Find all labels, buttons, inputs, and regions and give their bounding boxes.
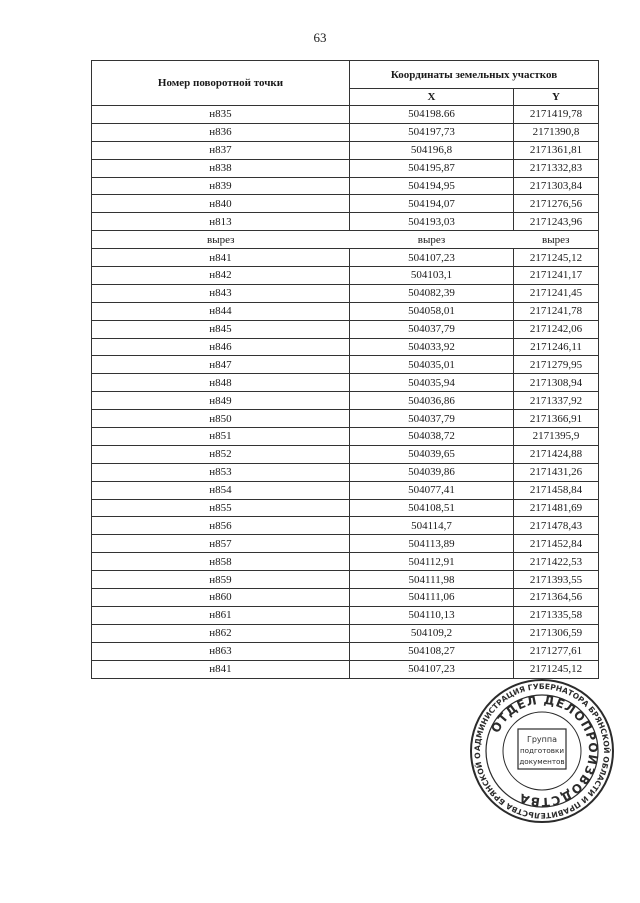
cell-point-number: н855 (92, 499, 350, 517)
cell-x: 504035,94 (350, 374, 514, 392)
cell-point-number: н841 (92, 660, 350, 678)
cell-y: 2171279,95 (514, 356, 599, 374)
cell-point-number: н846 (92, 338, 350, 356)
cell-point-number: н841 (92, 249, 350, 267)
cell-point-number: н842 (92, 267, 350, 285)
cell-point-number: н840 (92, 195, 350, 213)
page-number: 63 (313, 30, 327, 45)
cell-x: 504112,91 (350, 553, 514, 571)
header-x: X (350, 89, 514, 106)
cell-y: 2171243,96 (514, 213, 599, 231)
cell-point-number: н859 (92, 571, 350, 589)
cell-y: 2171395,9 (514, 428, 599, 446)
cell-y: 2171241,17 (514, 267, 599, 285)
cell-y: 2171361,81 (514, 141, 599, 159)
table-row (92, 428, 599, 446)
cell-y: 2171390,8 (514, 123, 599, 141)
cell-y: 2171306,59 (514, 624, 599, 642)
cell-y: 2171303,84 (514, 177, 599, 195)
cell-y: 2171308,94 (514, 374, 599, 392)
cell-x: 504036,86 (350, 392, 514, 410)
cell-x: 504077,41 (350, 481, 514, 499)
cell-x: 504058,01 (350, 302, 514, 320)
cell-point-number: н835 (92, 106, 350, 124)
coordinates-table (91, 60, 599, 679)
cell-point-number: н853 (92, 463, 350, 481)
table-row (92, 535, 599, 553)
table-row (92, 159, 599, 177)
cell-y: 2171241,78 (514, 302, 599, 320)
cell-y: 2171424,88 (514, 445, 599, 463)
cell-point-number: н813 (92, 213, 350, 231)
cell-point-number: н836 (92, 123, 350, 141)
cell-point-number: н849 (92, 392, 350, 410)
cell-y: 2171478,43 (514, 517, 599, 535)
table-row (92, 267, 599, 285)
cell-point-number: н854 (92, 481, 350, 499)
svg-text:ОТДЕЛ ДЕЛОПРОИЗВОДСТВА: ОТДЕЛ ДЕЛОПРОИЗВОДСТВА (488, 692, 601, 810)
cell-x: 504198.66 (350, 106, 514, 124)
table-row (92, 320, 599, 338)
cell-y: 2171246,11 (514, 338, 599, 356)
cell-point-number: н861 (92, 606, 350, 624)
svg-text:документов: документов (519, 757, 565, 766)
table-row (92, 141, 599, 159)
cell-x: 504107,23 (350, 660, 514, 678)
cell-x: 504108,51 (350, 499, 514, 517)
cell-y: 2171245,12 (514, 249, 599, 267)
table-row (92, 624, 599, 642)
cell-x: 504082,39 (350, 284, 514, 302)
table-row (92, 606, 599, 624)
cell-x: 504037,79 (350, 320, 514, 338)
table-row (92, 463, 599, 481)
svg-text:Группа: Группа (526, 735, 558, 744)
cell-y: 2171277,61 (514, 642, 599, 660)
cell-point-number: н837 (92, 141, 350, 159)
header-point-number: Номер поворотной точки (92, 61, 350, 106)
cell-y: 2171335,58 (514, 606, 599, 624)
table-row (92, 249, 599, 267)
cell-point-number: н844 (92, 302, 350, 320)
svg-text:подготовки: подготовки (519, 746, 565, 755)
cell-x: 504038,72 (350, 428, 514, 446)
cell-point-number: н843 (92, 284, 350, 302)
official-stamp (468, 677, 616, 825)
cell-y: 2171337,92 (514, 392, 599, 410)
cell-x: 504035,01 (350, 356, 514, 374)
cell-point-number: н852 (92, 445, 350, 463)
table-row (92, 517, 599, 535)
cell-point-number: н850 (92, 410, 350, 428)
cell-point-number: н839 (92, 177, 350, 195)
cell-x: 504194,95 (350, 177, 514, 195)
cell-y: 2171393,55 (514, 571, 599, 589)
cell-point-number: н863 (92, 642, 350, 660)
cell-x: 504107,23 (350, 249, 514, 267)
table-row (92, 660, 599, 678)
cell-x: 504111,98 (350, 571, 514, 589)
cell-x: 504194,07 (350, 195, 514, 213)
cell-y: 2171419,78 (514, 106, 599, 124)
table-row (92, 374, 599, 392)
table-row (92, 410, 599, 428)
cell-y: 2171364,56 (514, 589, 599, 607)
table-row (92, 302, 599, 320)
cell-point-number: н856 (92, 517, 350, 535)
table-row (92, 177, 599, 195)
cell-y: 2171431,26 (514, 463, 599, 481)
cell-y: вырез (514, 231, 599, 249)
cell-x: 504033,92 (350, 338, 514, 356)
table-row (92, 392, 599, 410)
cell-y: 2171481,69 (514, 499, 599, 517)
cell-point-number: н847 (92, 356, 350, 374)
cell-y: 2171332,83 (514, 159, 599, 177)
cell-point-number: вырез (92, 231, 350, 249)
cell-y: 2171242,06 (514, 320, 599, 338)
table-row (92, 213, 599, 231)
cell-x: 504109,2 (350, 624, 514, 642)
table-row (92, 123, 599, 141)
stamp-seal-icon (468, 677, 616, 825)
cell-point-number: н851 (92, 428, 350, 446)
cell-x: 504193,03 (350, 213, 514, 231)
table-row (92, 589, 599, 607)
cell-point-number: н845 (92, 320, 350, 338)
table-row (92, 553, 599, 571)
cell-y: 2171276,56 (514, 195, 599, 213)
cell-y: 2171452,84 (514, 535, 599, 553)
table-row (92, 106, 599, 124)
cell-x: 504037,79 (350, 410, 514, 428)
cell-x: 504113,89 (350, 535, 514, 553)
table-row (92, 195, 599, 213)
cell-y: 2171245,12 (514, 660, 599, 678)
cell-y: 2171422,53 (514, 553, 599, 571)
cell-x: 504108,27 (350, 642, 514, 660)
cell-y: 2171366,91 (514, 410, 599, 428)
cell-x: вырез (417, 233, 446, 246)
table-row (92, 445, 599, 463)
table-row (92, 356, 599, 374)
cell-y: 2171458,84 (514, 481, 599, 499)
header-y: Y (514, 89, 599, 106)
cell-point-number: н848 (92, 374, 350, 392)
header-coordinates: Координаты земельных участков (350, 61, 599, 89)
table-row (92, 642, 599, 660)
cell-x: 504110,13 (350, 606, 514, 624)
cell-y: 2171241,45 (514, 284, 599, 302)
table-row (92, 338, 599, 356)
table-row (92, 481, 599, 499)
cell-point-number: н857 (92, 535, 350, 553)
cell-x: 504114,7 (350, 517, 514, 535)
cell-x: 504197,73 (350, 123, 514, 141)
cell-point-number: н860 (92, 589, 350, 607)
cell-point-number: н838 (92, 159, 350, 177)
cell-x: 504039,86 (350, 463, 514, 481)
table-row (92, 231, 599, 249)
table-row (92, 571, 599, 589)
cell-point-number: н858 (92, 553, 350, 571)
table-body (92, 106, 599, 679)
table-row (92, 499, 599, 517)
cell-x: 504111,06 (350, 589, 514, 607)
table-row (92, 284, 599, 302)
cell-x: 504039,65 (350, 445, 514, 463)
svg-text:АДМИНИСТРАЦИЯ ГУБЕРНАТОРА БРЯН: АДМИНИСТРАЦИЯ ГУБЕРНАТОРА БРЯНСКОЙ ОБЛАСТИ И ПРАВИТЕЛЬСТВА БРЯНСКОЙ О (472, 681, 612, 821)
cell-x: 504103,1 (350, 267, 514, 285)
cell-point-number: н862 (92, 624, 350, 642)
cell-x: 504195,87 (350, 159, 514, 177)
cell-x: 504196,8 (350, 141, 514, 159)
